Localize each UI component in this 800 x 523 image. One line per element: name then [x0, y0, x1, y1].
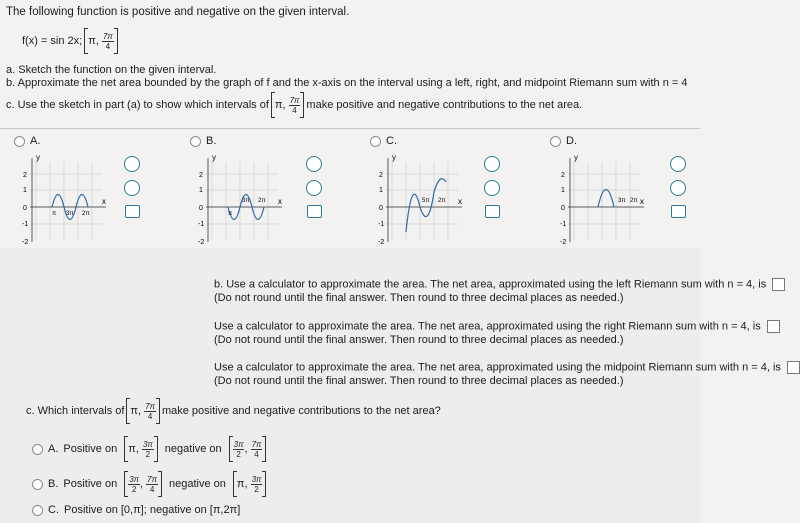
zoom-out-icon[interactable]	[124, 180, 140, 196]
part-c-option-c-radio[interactable]	[32, 505, 43, 516]
graph-d-x-label: x	[640, 197, 644, 206]
opt-b-int1-den: 2	[131, 484, 137, 494]
graph-a-tick-2: 2	[23, 172, 27, 179]
option-b-label: B.	[206, 135, 217, 147]
part-c-q-end	[144, 402, 156, 421]
answer-right-input[interactable]	[767, 320, 780, 333]
zoom-in-icon[interactable]	[124, 156, 140, 172]
part-c-option-c-text: Positive on [0,π]; negative on [π,2π]	[64, 504, 241, 516]
opt-b-int2-start: π	[236, 478, 245, 490]
graph-a-y-label: y	[36, 153, 40, 162]
graph-d-tick-2: 2	[561, 172, 565, 179]
interval-end	[102, 32, 114, 51]
option-d[interactable]	[550, 135, 577, 147]
part-c-interval-end	[289, 96, 301, 115]
graph-d-y-label: y	[574, 153, 578, 162]
opt-a-int1-den: 2	[145, 449, 151, 459]
function-label: f(x) = sin 2x;	[22, 35, 83, 47]
option-a-label: A.	[30, 135, 41, 147]
graph-c-tick-m2: -2	[378, 239, 385, 246]
part-c-option-b-radio[interactable]	[32, 479, 43, 490]
interval-end-den: 4	[105, 41, 111, 51]
opt-b-int2-end	[251, 475, 263, 494]
graph-d-tick-1: 1	[561, 187, 565, 194]
part-c-q-start: π	[130, 405, 139, 417]
graph-a-tick-0: 0	[23, 205, 27, 212]
graph-a-tick-m1: -1	[22, 221, 29, 228]
part-c-option-a-neg: negative on	[164, 443, 222, 455]
part-c-option-b-neg: negative on	[168, 478, 226, 490]
opt-b-int1-num2: 7π	[147, 474, 157, 484]
graph-d-label-3pi: 3π	[618, 198, 626, 204]
graph-c-y-label: y	[392, 153, 396, 162]
opt-b-int2-den: 2	[254, 484, 259, 494]
opt-a-int1-end	[142, 440, 154, 459]
graph-a-x-label: x	[102, 197, 106, 206]
graph-b-tick-m2: -2	[198, 239, 205, 246]
graph-d-label-2pi: 2π	[630, 198, 638, 204]
graph-c-tick-2: 2	[379, 172, 383, 179]
interval-end-num: 7π	[102, 31, 113, 41]
part-c-interval-num: 7π	[289, 95, 300, 105]
part-c-option-b-int1: $\frac{3\pi}{2}$ , $\frac{7\pi}{4}$	[124, 471, 162, 497]
part-c-option-b-label: B.	[48, 478, 59, 490]
zoom-out-icon[interactable]	[670, 180, 686, 196]
part-c-option-b-pos: Positive on	[63, 478, 118, 490]
part-b-mid-note: (Do not round until the final answer. Then round to three decimal places as needed.)	[214, 375, 624, 387]
graph-c-label-5pi: 5π	[422, 198, 430, 204]
graph-a-tick-1: 1	[23, 187, 27, 194]
opt-b-int1-start	[128, 475, 140, 494]
option-d-radio[interactable]	[550, 136, 561, 147]
graph-c-label-2pi: 2π	[438, 198, 446, 204]
graph-a-tick-m2: -2	[22, 239, 29, 246]
part-b-left-note: (Do not round until the final answer. Then round to three decimal places as needed.)	[214, 292, 624, 304]
part-b-right-text: Use a calculator to approximate the area. The net area, approximated using the right Riemann sum with n = 4, is	[214, 320, 761, 333]
opt-a-int1-num: 3π	[142, 439, 153, 449]
graph-b-x-label: x	[278, 197, 282, 206]
graph-a-label-2pi: 2π	[82, 211, 90, 217]
part-c-option-a-int2: $\frac{3\pi}{2}$ , $\frac{7\pi}{4}$	[229, 436, 267, 462]
opt-a-int2-end	[251, 440, 263, 459]
graph-a-label-3pi: 3π	[66, 211, 74, 217]
part-c-interval-start: π	[274, 99, 283, 111]
opt-a-int2-num: 3π	[233, 439, 244, 449]
option-c-label: C.	[386, 135, 397, 147]
opt-b-int1-end	[146, 475, 158, 494]
part-c-q-num: 7π	[145, 401, 155, 411]
opt-b-int1-den2: 4	[149, 484, 155, 494]
graph-c-tick-0: 0	[379, 205, 383, 212]
divider	[0, 128, 700, 129]
option-c[interactable]	[370, 135, 397, 147]
graph-d-tick-0: 0	[561, 205, 565, 212]
option-c-radio[interactable]	[370, 136, 381, 147]
interval-start: π	[88, 35, 96, 47]
question-intro: The following function is positive and negative on the given interval.	[6, 6, 350, 18]
zoom-in-icon[interactable]	[306, 156, 322, 172]
function-definition	[22, 28, 120, 54]
graph-b-label-pi: π	[228, 211, 233, 217]
graph-d-tick-m1: -1	[560, 221, 567, 228]
part-c-question	[26, 398, 441, 424]
graph-b-label-2pi: 2π	[258, 198, 266, 204]
part-b-right-note: (Do not round until the final answer. Then round to three decimal places as needed.)	[214, 334, 624, 346]
part-c-option-b-int2: π , $\frac{3\pi}{2}$	[233, 471, 267, 497]
popout-icon[interactable]	[125, 205, 140, 218]
graph-d-tick-m2: -2	[560, 239, 567, 246]
part-b-mid-text: Use a calculator to approximate the area. The net area, approximated using the midpoint Riemann sum with n = 4, is	[214, 361, 781, 374]
part-c-option-c[interactable]	[32, 504, 240, 516]
graph-a-label-pi: π	[52, 211, 57, 217]
part-b-left-row	[214, 278, 785, 291]
part-c-option-a-radio[interactable]	[32, 444, 43, 455]
zoom-out-icon[interactable]	[306, 180, 322, 196]
part-b-right-row	[214, 320, 780, 333]
opt-a-int1-start: π	[128, 443, 136, 455]
graph-c	[378, 152, 468, 262]
answer-mid-input[interactable]	[787, 361, 800, 374]
part-c-option-b[interactable]	[32, 471, 268, 497]
option-b-radio[interactable]	[190, 136, 201, 147]
graph-b-label-3pi: 3π	[242, 198, 250, 204]
graph-c-x-label: x	[458, 197, 462, 206]
part-c-interval: π , $\frac{7\pi}{4}$	[271, 92, 305, 118]
graph-c-tick-1: 1	[379, 187, 383, 194]
graph-b-tick-2: 2	[199, 172, 203, 179]
part-c-text	[6, 92, 582, 118]
popout-icon[interactable]	[671, 205, 686, 218]
graph-b-y-label: y	[212, 153, 216, 162]
part-c-prompt-pre: c. Which intervals of	[26, 405, 125, 417]
graph-b-tick-m1: -1	[198, 221, 205, 228]
part-b-mid-row	[214, 361, 800, 374]
zoom-out-icon[interactable]	[484, 180, 500, 196]
opt-a-int2-num2: 7π	[251, 439, 262, 449]
part-c-option-c-label: C.	[48, 504, 59, 516]
part-a-text: a. Sketch the function on the given interval.	[6, 64, 217, 76]
part-c-pre: c. Use the sketch in part (a) to show which intervals of	[6, 99, 269, 111]
opt-b-int2-num: 3π	[251, 474, 262, 484]
part-c-q-interval: π , $\frac{7\pi}{4}$	[126, 398, 160, 424]
option-b[interactable]	[190, 135, 216, 147]
popout-icon[interactable]	[485, 205, 500, 218]
part-c-interval-den: 4	[292, 105, 297, 115]
graph-b-tick-0: 0	[199, 205, 203, 212]
zoom-in-icon[interactable]	[484, 156, 500, 172]
part-c-option-a-int1: π , $\frac{3\pi}{2}$	[124, 436, 158, 462]
graph-b	[198, 152, 288, 262]
option-d-label: D.	[566, 135, 577, 147]
part-c-option-a-label: A.	[48, 443, 59, 455]
part-b-text: b. Approximate the net area bounded by the graph of f and the x-axis on the interval using a left, right, and midpoint Riemann sum with n = 4	[6, 77, 688, 89]
part-c-post: make positive and negative contributions to the net area.	[306, 99, 583, 111]
option-a[interactable]	[14, 135, 40, 147]
answer-left-input[interactable]	[772, 278, 785, 291]
popout-icon[interactable]	[307, 205, 322, 218]
part-c-option-a-pos: Positive on	[63, 443, 118, 455]
graph-a	[22, 152, 112, 262]
part-b-left-text: b. Use a calculator to approximate the area. The net area, approximated using the left Riemann sum with n = 4, is	[214, 278, 767, 291]
part-c-q-den: 4	[147, 411, 153, 421]
graph-c-tick-m1: -1	[378, 221, 385, 228]
opt-a-int2-den2: 4	[254, 449, 259, 459]
opt-a-int2-start	[233, 440, 245, 459]
option-a-radio[interactable]	[14, 136, 25, 147]
part-c-option-a[interactable]	[32, 436, 268, 462]
part-c-prompt-post: make positive and negative contributions to the net area?	[161, 405, 441, 417]
opt-a-int2-den: 2	[236, 449, 241, 459]
graph-b-tick-1: 1	[199, 187, 203, 194]
zoom-in-icon[interactable]	[670, 156, 686, 172]
graph-d	[560, 152, 650, 262]
opt-b-int1-num: 3π	[129, 474, 140, 484]
interval: π , $\frac{7\pi}{4}$	[84, 28, 118, 54]
